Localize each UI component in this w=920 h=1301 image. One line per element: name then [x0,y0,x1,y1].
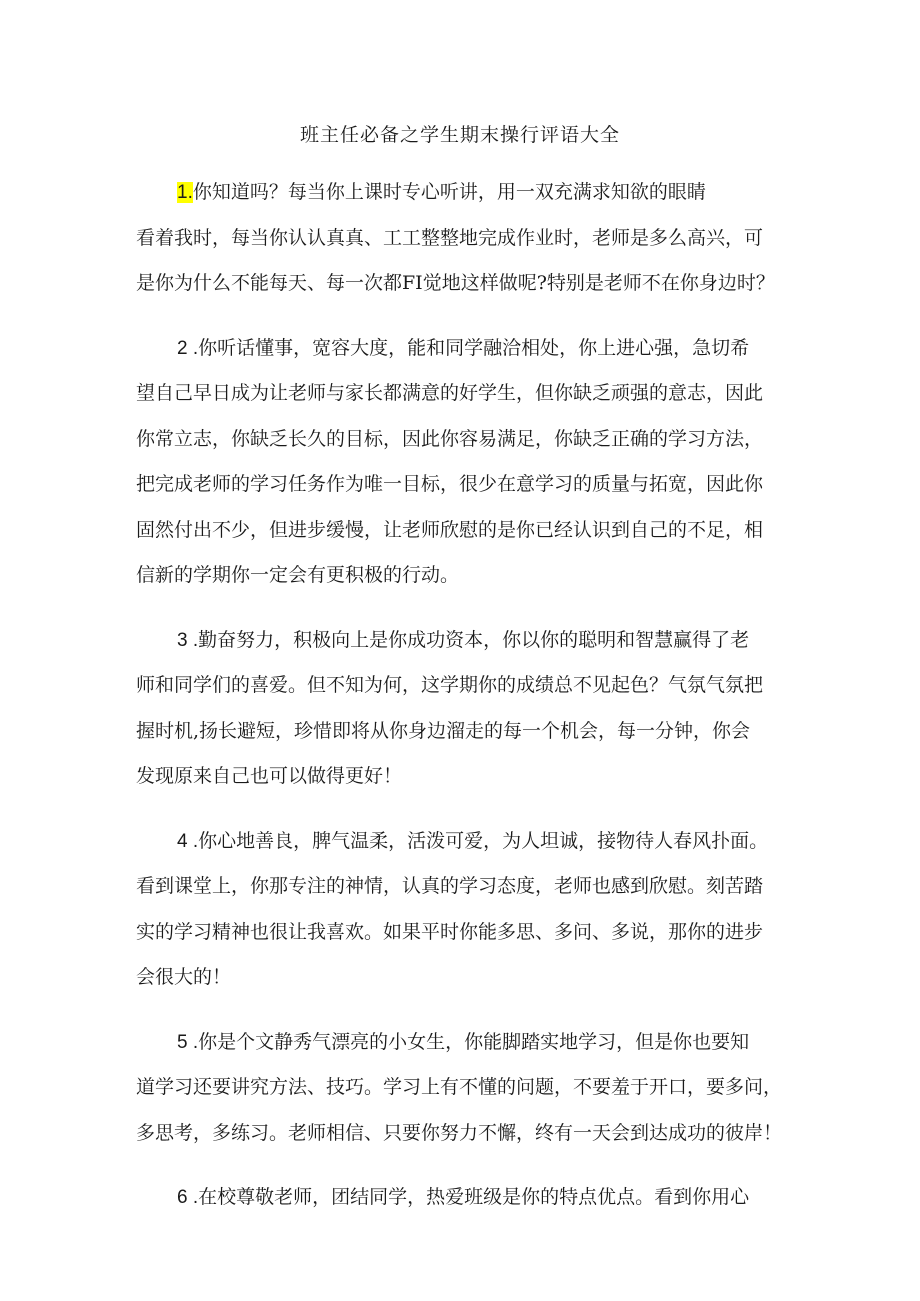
paragraph-line: 信新的学期你一定会有更积极的行动。 [136,564,460,586]
paragraph-line: 发现原来自己也可以做得更好！ [136,765,403,787]
paragraph-line: 望自己早日成为让老师与家长都满意的好学生，但你缺乏顽强的意志，因此 [136,382,764,404]
paragraph-number: 1. [177,182,193,203]
paragraph-text: 你心地善良，脾气温柔，活泼可爱，为人坦诚，接物待人春风扑面。 [198,829,769,852]
paragraph-line: 是你为什么不能每天、每一次都FI觉地这样做呢?特别是老师不在你身边时？ [136,272,775,294]
paragraph-line [136,819,806,865]
paragraph-text: 你知道吗？每当你上课时专心听讲，用一双充满求知欲的眼睛 [192,181,706,203]
comment-paragraph-1 [136,170,806,307]
paragraph-line: 师和同学们的喜爱。但不知为何，这学期你的成绩总不见起色？气氛气氛把 [136,674,764,696]
paragraph-line [136,618,806,664]
paragraph-line: 你常立志，你缺乏长久的目标，因此你容易满足，你缺乏正确的学习方法， [136,427,764,450]
comment-paragraph-3 [136,618,806,800]
comment-paragraph-6 [136,1175,806,1221]
paragraph-line: 会很大的！ [136,966,232,988]
paragraph-text: 你是个文静秀气漂亮的小女生，你能脚踏实地学习，但是你也要知 [198,1030,750,1053]
paragraph-line: 看着我时，每当你认认真真、工工整整地完成作业时，老师是多么高兴，可 [136,226,764,249]
paragraph-number: 5 . [177,1031,199,1053]
comment-paragraph-4 [136,819,806,1001]
paragraph-line [136,170,806,216]
comment-paragraph-5 [136,1020,806,1157]
paragraph-text: 你听话懂事，宽容大度，能和同学融洽相处，你上进心强，急切希 [198,336,750,359]
comment-paragraph-2 [136,326,806,599]
document-title: 班主任必备之学生期末操行评语大全 [299,124,620,146]
paragraph-text: 在校尊敬老师，团结同学，热爱班级是你的特点优点。看到你用心 [198,1186,750,1208]
paragraph-text: 勤奋努力，积极向上是你成功资本，你以你的聪明和智慧赢得了老 [198,628,750,651]
paragraph-line: 看到课堂上，你那专注的神情，认真的学习态度，老师也感到欣慰。刻苦踏 [136,875,764,897]
paragraph-line: 道学习还要讲究方法、技巧。学习上有不懂的问题，不要羞于开口，要多问， [136,1076,783,1098]
paragraph-line: 固然付出不少，但进步缓慢，让老师欣慰的是你已经认识到自己的不足，相 [136,518,764,541]
paragraph-line: 实的学习精神也很让我喜欢。如果平时你能多思、多问、多说，那你的进步 [136,920,764,943]
document-body [136,170,806,1240]
paragraph-line [136,1020,806,1066]
paragraph-number: 3 . [177,629,199,651]
paragraph-line: 多思考，多练习。老师相信、只要你努力不懈，终有一天会到达成功的彼岸！ [136,1121,783,1144]
paragraph-line: 握时机,扬长避短，珍惜即将从你身边溜走的每一个机会，每一分钟，你会 [136,719,751,742]
paragraph-line: 把完成老师的学习任务作为唯一目标，很少在意学习的质量与拓宽，因此你 [136,473,764,495]
paragraph-number: 6 . [177,1187,199,1208]
paragraph-line [136,326,806,372]
paragraph-number: 4 . [177,830,199,852]
paragraph-number: 2 . [177,337,199,359]
paragraph-line [136,1175,806,1221]
